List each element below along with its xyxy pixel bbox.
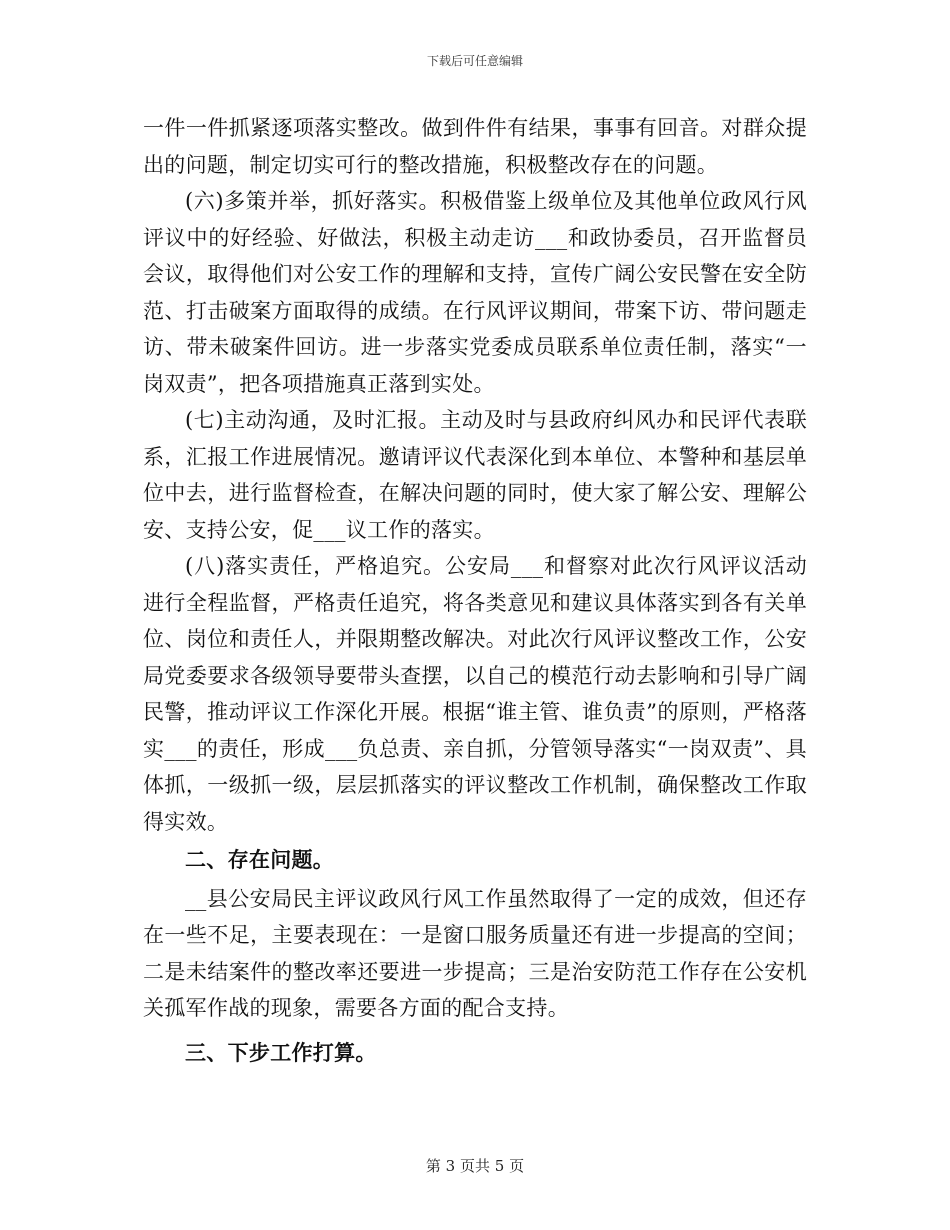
paragraph-section-6: (六)多策并举，抓好落实。积极借鉴上级单位及其他单位政风行风评议中的好经验、好做法，积极主动走访___和政协委员，召开监督员会议，取得他们对公安工作的理解和支持，宣传广阔公安民警在安全防范、打击破案方面取得的成绩。在行风评议期间，带案下访、带问题走访、带未破案件回访。进一步落实党委成员联系单位责任制，落实“一岗双责”，把各项措施真正落到实处。 xyxy=(143,189,807,396)
paragraph-section-8: (八)落实责任，严格追究。公安局___和督察对此次行风评议活动进行全程监督，严格责任追究，将各类意见和建议具体落实到各有关单位、岗位和责任人，并限期整改解决。对此次行风评议整改工作，公安局党委要求各级领导要带头查摆，以自己的模范行动去影响和引导广阔民警，推动评议工作深化开展。根据“谁主管、谁负责”的原则，严格落实___的责任，形成___负总责、亲自抓，分管领导落实“一岗双责”、具体抓，一级抓一级，层层抓落实的评议整改工作机制，确保整改工作取得实效。 xyxy=(143,554,807,834)
page-number: 第 3 页共 5 页 xyxy=(425,1157,525,1175)
document-body xyxy=(143,110,807,1073)
paragraph-problems: __县公安局民主评议政风行风工作虽然取得了一定的成效，但还存在一些不足，主要表现在：一是窗口服务质量还有进一步提高的空间；二是未结案件的整改率还要进一步提高；三是治安防范工作存在公安机关孤军作战的现象，需要各方面的配合支持。 xyxy=(143,886,807,1020)
paragraph-section-7: (七)主动沟通，及时汇报。主动及时与县政府纠风办和民评代表联系，汇报工作进展情况。邀请评议代表深化到本单位、本警种和基层单位中去，进行监督检查，在解决问题的同时，使大家了解公安、理解公安、支持公安，促___议工作的落实。 xyxy=(143,408,807,542)
paragraph-continuation: 一件一件抓紧逐项落实整改。做到件件有结果，事事有回音。对群众提出的问题，制定切实可行的整改措施，积极整改存在的问题。 xyxy=(143,116,807,177)
heading-next-steps: 三、下步工作打算。 xyxy=(185,1039,377,1065)
page-header: 下载后可任意编辑 xyxy=(426,54,523,68)
heading-existing-problems: 二、存在问题。 xyxy=(185,847,335,872)
